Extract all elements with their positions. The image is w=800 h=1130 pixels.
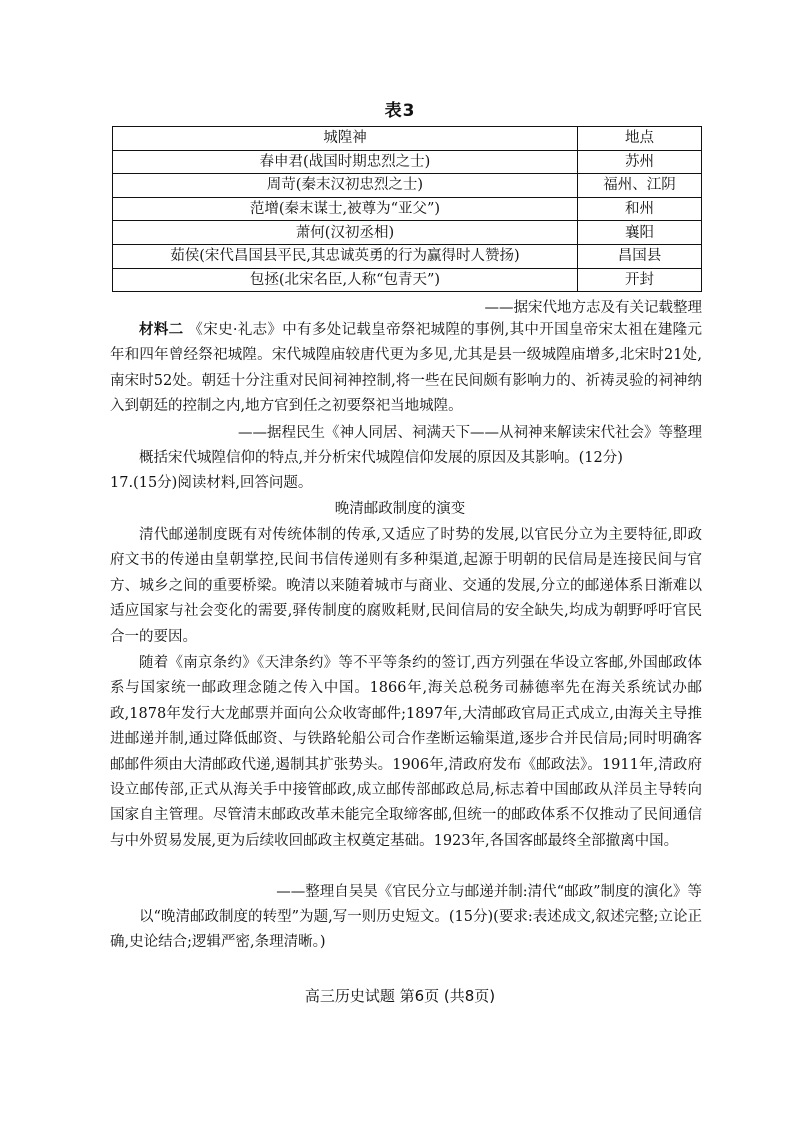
table-row (113, 244, 702, 268)
table-row (113, 197, 702, 221)
table-cell-city-god: 春申君(战国时期忠烈之士) (113, 150, 578, 174)
material2-text: 《宋史·礼志》中有多处记载皇帝祭祀城隍的事例,其中开国皇帝宋太祖在建隆元年和四年曾经祭祀城隍。宋代城隍庙较唐代更为多见,尤其是县一级城隍庙增多,北宋时21处,南宋时52处。朝廷十分注重对民间祠神控制,将一些在民间颇有影响力的、祈祷灵验的祠神纳入到朝廷的控制之内,地方官到任之初要祭祀当地城隍。 (110, 322, 703, 415)
table-row (113, 174, 702, 198)
table-cell-city-god: 范增(秦末谋士,被尊为“亚父”) (113, 197, 578, 221)
table-header-row (113, 127, 702, 151)
q17-header: 17.(15分)阅读材料,回答问题。 (110, 475, 313, 491)
table-cell-location: 开封 (577, 268, 701, 292)
table-row (113, 268, 702, 292)
city-god-table (112, 126, 702, 292)
q17-material-title: 晚清邮政制度的演变 (334, 501, 466, 517)
material2-label: 材料二 (139, 322, 184, 338)
table-header-city-god: 城隍神 (113, 127, 578, 151)
table-cell-location: 苏州 (577, 150, 701, 174)
table-cell-location: 福州、江阴 (577, 174, 701, 198)
table-cell-city-god: 萧何(汉初丞相) (113, 221, 578, 245)
table-cell-location: 和州 (577, 197, 701, 221)
table-cell-city-god: 茹侯(宋代昌国县平民,其忠诚英勇的行为赢得时人赞扬) (113, 244, 578, 268)
q17-paragraph-1: 清代邮递制度既有对传统体制的传承,又适应了时势的发展,以官民分立为主要特征,即政府文书的传递由皇朝掌控,民间书信传递则有多种渠道,起源于明朝的民信局是连接民间与官方、城乡之间的重要桥梁。晚清以来随着城市与商业、交通的发展,分立的邮递体系日渐难以适应国家与社会变化的需要,驿传制度的腐败耗财,民间信局的安全缺失,均成为朝野呼吁官民合一的要因。 (110, 527, 702, 645)
table-cell-city-god: 周苛(秦末汉初忠烈之士) (113, 174, 578, 198)
table-source: ——据宋代地方志及有关记载整理 (484, 300, 702, 316)
q17-paragraph-2: 随着《南京条约》《天津条约》等不平等条约的签订,西方列强在华设立客邮,外国邮政体系与国家统一邮政理念随之传入中国。1866年,海关总税务司赫德率先在海关系统试办邮政,1878年发行大龙邮票并面向公众收寄邮件;1897年,大清邮政官局正式成立,由海关主导推进邮递并制,通过降低邮资、与铁路轮船公司合作垄断运输渠道,逐步合并民信局;同时明确客邮邮件须由大清邮政代递,遏制其扩张势头。1906年,清政府发布《邮政法》。1911年,清政府设立邮传部,正式从海关手中接管邮政,成立邮传部邮政总局,标志着中国邮政从洋员主导转向国家自主管理。尽管清末邮政改革未能完全取缔客邮,但统一的邮政体系不仅推动了民间通信与中外贸易发展,更为后续收回邮政主权奠定基础。1923年,各国客邮最终全部撤离中国。 (110, 655, 702, 849)
q17-task: 以“晚清邮政制度的转型”为题,写一则历史短文。(15分)(要求:表述成文,叙述完整;立论正确,史论结合;逻辑严密,条理清晰。) (110, 909, 702, 951)
table-header-location: 地点 (577, 127, 701, 151)
table-row (113, 221, 702, 245)
table-cell-location: 襄阳 (577, 221, 701, 245)
table-cell-location: 昌国县 (577, 244, 701, 268)
q17-source: ——整理自吴昊《官民分立与邮递并制:清代“邮政”制度的演化》等 (276, 884, 702, 900)
q16-task: 概括宋代城隍信仰的特点,并分析宋代城隍信仰发展的原因及其影响。(12分) (139, 450, 623, 466)
table-title: 表3 (384, 101, 416, 121)
page-footer: 高三历史试题 第6页 (共8页) (304, 987, 496, 1005)
material2-paragraph (110, 318, 702, 420)
table-row (113, 150, 702, 174)
table-cell-city-god: 包拯(北宋名臣,人称“包青天”) (113, 268, 578, 292)
material2-source: ——据程民生《神人同居、祠满天下——从祠神来解读宋代社会》等整理 (238, 425, 702, 441)
